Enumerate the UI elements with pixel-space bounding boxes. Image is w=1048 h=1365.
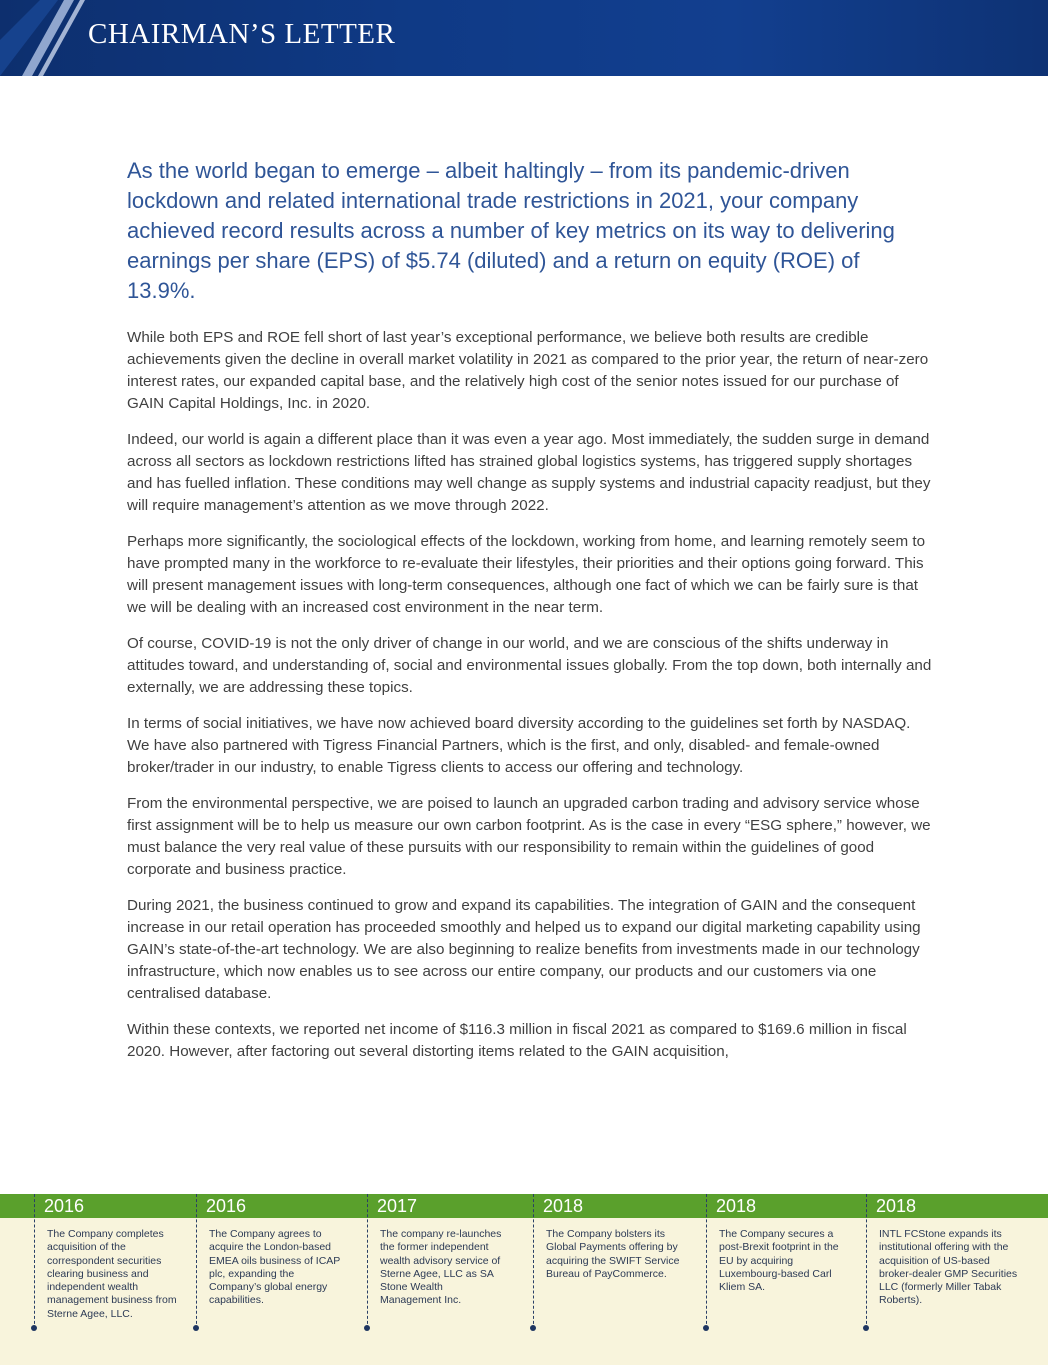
timeline-divider: [533, 1194, 534, 1329]
body-paragraph: While both EPS and ROE fell short of last year’s exceptional performance, we believe both results are credible achievements given the decline in overall market volatility in 2021 as compared to the prior year, the return of near-zero interest rates, our expanded capital base, and the relatively high cost of the senior notes issued for our purchase of GAIN Capital Holdings, Inc. in 2020.: [127, 329, 929, 412]
timeline-year: 2018: [876, 1196, 917, 1216]
body-paragraph: Perhaps more significantly, the sociological effects of the lockdown, working from home, and learning remotely seem to have prompted many in the workforce to re-evaluate their lifestyles, their priorities and their options going forward. This will present management issues with long-term consequences, although one fact of which we can be fairly sure is that we will be dealing with an increased cost environment in the near term.: [127, 533, 926, 616]
timeline-year: 2017: [377, 1196, 418, 1216]
timeline-divider: [196, 1194, 197, 1329]
body-paragraph: During 2021, the business continued to grow and expand its capabilities. The integration of GAIN and the consequent increase in our retail operation has proceeded smoothly and helped us to expand our digital marketing capability using GAIN’s state-of-the-art technology. We are also beginning to realize benefits from investments made in our technology infrastructure, which now enables us to see across our entire company, our products and our customers via one centralised database.: [127, 897, 921, 1002]
timeline-divider: [706, 1194, 707, 1329]
timeline-description: INTL FCStone expands its institutional offering with the acquisition of US-based broker-dealer GMP Securities LLC (formerly Miller Tabak Roberts).: [879, 1228, 1018, 1307]
body-paragraph: Of course, COVID-19 is not the only driver of change in our world, and we are conscious of the shifts underway in attitudes toward, and understanding of, social and environmental issues globally. From the top down, both internally and externally, we are addressing these topics.: [127, 635, 932, 696]
timeline-divider: [34, 1194, 35, 1329]
timeline-divider: [367, 1194, 368, 1329]
timeline-dot-icon: [863, 1325, 869, 1331]
timeline-description: The company re-launches the former independent wealth advisory service of Sterne Agee, LLC as SA Stone Wealth Management Inc.: [380, 1228, 502, 1307]
lead-paragraph: As the world began to emerge – albeit haltingly – from its pandemic-driven lockdown and related international trade restrictions in 2021, your company achieved record results across a number of key metrics on its way to delivering earnings per share (EPS) of $5.74 (diluted) and a return on equity (ROE) of 13.9%.: [127, 158, 895, 303]
history-timeline: [0, 1194, 1048, 1365]
page-title: CHAIRMAN’S LETTER: [88, 18, 396, 50]
body-paragraph: Indeed, our world is again a different place than it was even a year ago. Most immediately, the sudden surge in demand across all sectors as lockdown restrictions lifted has strained global logistics systems, has triggered supply shortages and has fuelled inflation. These conditions may well change as supply systems and industrial capacity readjust, but they will require management’s attention as we move through 2022.: [127, 431, 931, 514]
timeline-dot-icon: [703, 1325, 709, 1331]
timeline-description: The Company secures a post-Brexit footprint in the EU by acquiring Luxembourg-based Carl Kliem SA.: [719, 1228, 839, 1294]
timeline-dot-icon: [31, 1325, 37, 1331]
timeline-dot-icon: [364, 1325, 370, 1331]
body-paragraph: In terms of social initiatives, we have now achieved board diversity according to the guidelines set forth by NASDAQ. We have also partnered with Tigress Financial Partners, which is the first, and only, disabled- and female-owned broker/trader in our industry, to enable Tigress clients to access our offering and technology.: [127, 715, 911, 776]
timeline-year: 2016: [44, 1196, 85, 1216]
timeline-description: The Company agrees to acquire the London-based EMEA oils business of ICAP plc, expanding the Company’s global energy capabilities.: [209, 1228, 341, 1307]
body-paragraph: Within these contexts, we reported net income of $116.3 million in fiscal 2021 as compared to $169.6 million in fiscal 2020. However, after factoring out several distorting items related to the GAIN acquisition,: [127, 1021, 907, 1060]
body-paragraph: From the environmental perspective, we are poised to launch an upgraded carbon trading and advisory service whose first assignment will be to help us measure our own carbon footprint. As is the case in every “ESG sphere,” however, we must balance the very real value of these pursuits with our responsibility to remain within the guidelines of good corporate and business practice.: [127, 795, 931, 878]
timeline-description: The Company completes acquisition of the correspondent securities clearing business and independent wealth management business from Sterne Agee, LLC.: [47, 1228, 177, 1320]
timeline-divider: [866, 1194, 867, 1329]
timeline-year: 2018: [543, 1196, 584, 1216]
timeline-year: 2018: [716, 1196, 757, 1216]
timeline-description: The Company bolsters its Global Payments offering by acquiring the SWIFT Service Bureau of PayCommerce.: [546, 1228, 680, 1280]
timeline-year: 2016: [206, 1196, 247, 1216]
letter-body: [127, 156, 932, 1077]
page-header: [0, 0, 1048, 76]
timeline-dot-icon: [193, 1325, 199, 1331]
timeline-dot-icon: [530, 1325, 536, 1331]
